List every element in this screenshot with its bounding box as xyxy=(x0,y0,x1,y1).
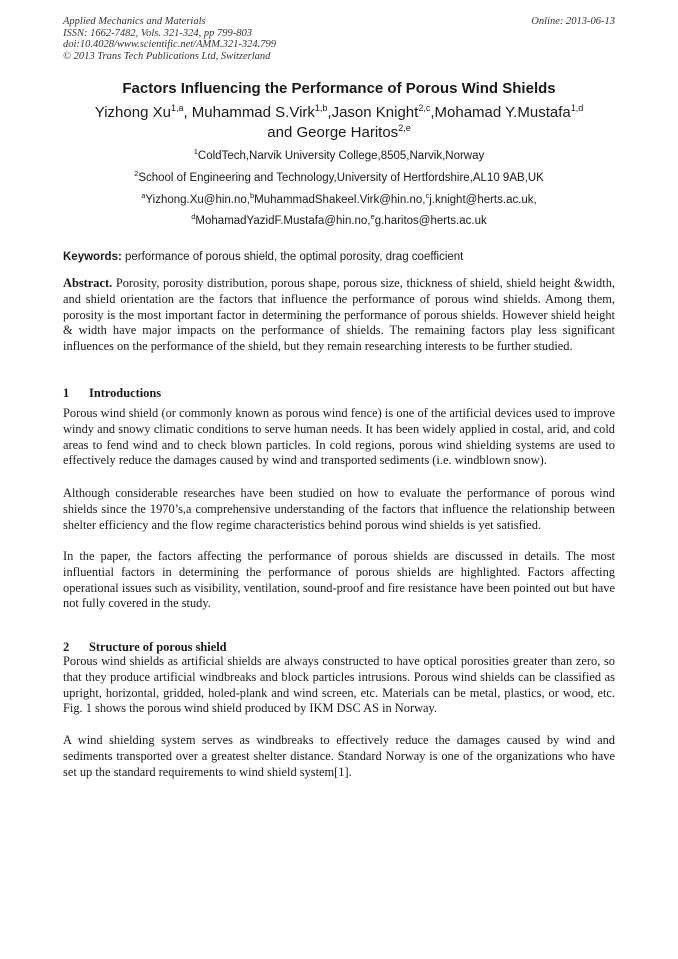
author-name: and George Haritos xyxy=(267,124,399,141)
issn-line: ISSN: 1662-7482, Vols. 321-324, pp 799-803 xyxy=(63,27,252,39)
section-number: 2 xyxy=(63,640,70,654)
author-name: Jason Knight xyxy=(331,104,419,121)
author-sup: 2,e xyxy=(398,123,411,133)
section-1-paragraph-2: Although considerable researches have been studied on how to evaluate the performance of porous wind shields since the 1970’s,a comprehensive understanding of the factors that influence the relationship between shelter efficiency and the flow regime characteristics behind porous wind shields is yet satisfied. xyxy=(63,486,615,532)
section-title: Structure of porous shield xyxy=(89,640,227,654)
section-2-paragraph-1: Porous wind shields as artificial shields are always constructed to have optical porosities greater than zero, so that they produce artificial windbreaks and block particles intrusions. Porous wind shields can be classified as upright, horizontal, gridded, holed-plank and wind screen, etc. Materials can be metal, plastics, or wood, etc. Fig. 1 shows the porous wind shield produced by IKM DSC AS in Norway. xyxy=(63,654,615,716)
keywords-text: performance of porous shield, the optimal porosity, drag coefficient xyxy=(125,251,464,263)
author-list: Yizhong Xu$^{1,a}$, Muhammad S.Virk$^{1,b}$,Jason Knight$^{2,c}$,Mohamad Y.Mustafa$^{1,d}$ and George Haritos$^{2,e}$ xyxy=(94,103,584,141)
journal-header xyxy=(63,16,615,62)
author-sup: 1,b xyxy=(314,103,328,113)
author-sup: 1,a xyxy=(170,103,184,113)
section-1-heading xyxy=(63,386,615,401)
author-name: Yizhong Xu xyxy=(94,104,171,121)
email: Yizhong.Xu@hin.no, xyxy=(145,194,250,206)
email-line-1: $^a$Yizhong.Xu@hin.no,$^b$MuhammadShakeel.Virk@hin.no,$^c$j.knight@herts.ac.uk, xyxy=(141,191,537,206)
keywords xyxy=(63,250,615,264)
author-name: Mohamad Y.Mustafa xyxy=(434,104,571,121)
online-date: Online: 2013-06-13 xyxy=(531,16,615,27)
section-2-heading xyxy=(63,640,615,655)
section-2-paragraph-2: A wind shielding system serves as windbreaks to effectively reduce the damages caused by wind and sediments transported over a greatest shelter distance. Standard Norway is one of the organizations who have set up the standard requirements to wind shield system[1]. xyxy=(63,733,615,779)
email: MohamadYazidF.Mustafa@hin.no, xyxy=(195,215,371,227)
section-title: Introductions xyxy=(89,386,162,400)
author-name: Muhammad S.Virk xyxy=(191,104,315,121)
doi-line: doi:10.4028/www.scientific.net/AMM.321-324.799 xyxy=(63,39,276,51)
keywords-label: Keywords: xyxy=(63,251,122,263)
abstract-label: Abstract. xyxy=(63,276,113,290)
journal-name: Applied Mechanics and Materials xyxy=(63,16,206,27)
section-1-paragraph-3: In the paper, the factors affecting the performance of porous shields are discussed in details. The most influential factors in determining the performance of porous shields are highlighted. Factors affecting operational issues such as visibility, ventilation, sound-proof and fire resistance have been pointed out but have not fully covered in the study. xyxy=(63,549,615,611)
section-1-paragraph-1: Porous wind shield (or commonly known as porous wind fence) is one of the artificial devices used to improve windy and snowy climatic conditions to serve human needs. It has been widely applied in costal, arid, and cold areas to fend wind and to check blown particles. In cold regions, porous wind shielding systems are used to effectively reduce the damages caused by wind and transported sediments (i.e. windblown snow). xyxy=(63,406,615,468)
email: j.knight@herts.ac.uk, xyxy=(429,194,537,206)
paper-title: Factors Influencing the Performance of Porous Wind Shields xyxy=(122,80,556,97)
email: g.haritos@herts.ac.uk xyxy=(374,215,487,227)
affiliation-2: $^2$School of Engineering and Technology,University of Hertfordshire,AL10 9AB,UK xyxy=(134,169,544,184)
abstract-text: Porosity, porosity distribution, porous shape, porous size, thickness of shield, shield height &width, and shield orientation are the factors that influence the performance of porous wind shields. Among them, porosity is the most important factor in determining the performance of porous shields. However shield height & width have major impacts on the performance of shields. The remaining factors play less significant influences on the performance of the shield, but they remain researching interests to be further studied. xyxy=(63,276,615,354)
author-sup: 2,c xyxy=(418,103,431,113)
email-line-2: $^d$MohamadYazidF.Mustafa@hin.no,$^e$g.haritos@herts.ac.uk xyxy=(191,212,487,227)
abstract xyxy=(63,276,615,355)
email: MuhammadShakeel.Virk@hin.no, xyxy=(254,194,426,206)
copyright-line: © 2013 Trans Tech Publications Ltd, Switzerland xyxy=(63,50,271,62)
section-number: 1 xyxy=(63,386,70,400)
author-sup: 1,d xyxy=(570,103,584,113)
affiliation-1: $^1$ColdTech,Narvik University College,8505,Narvik,Norway xyxy=(193,147,485,162)
